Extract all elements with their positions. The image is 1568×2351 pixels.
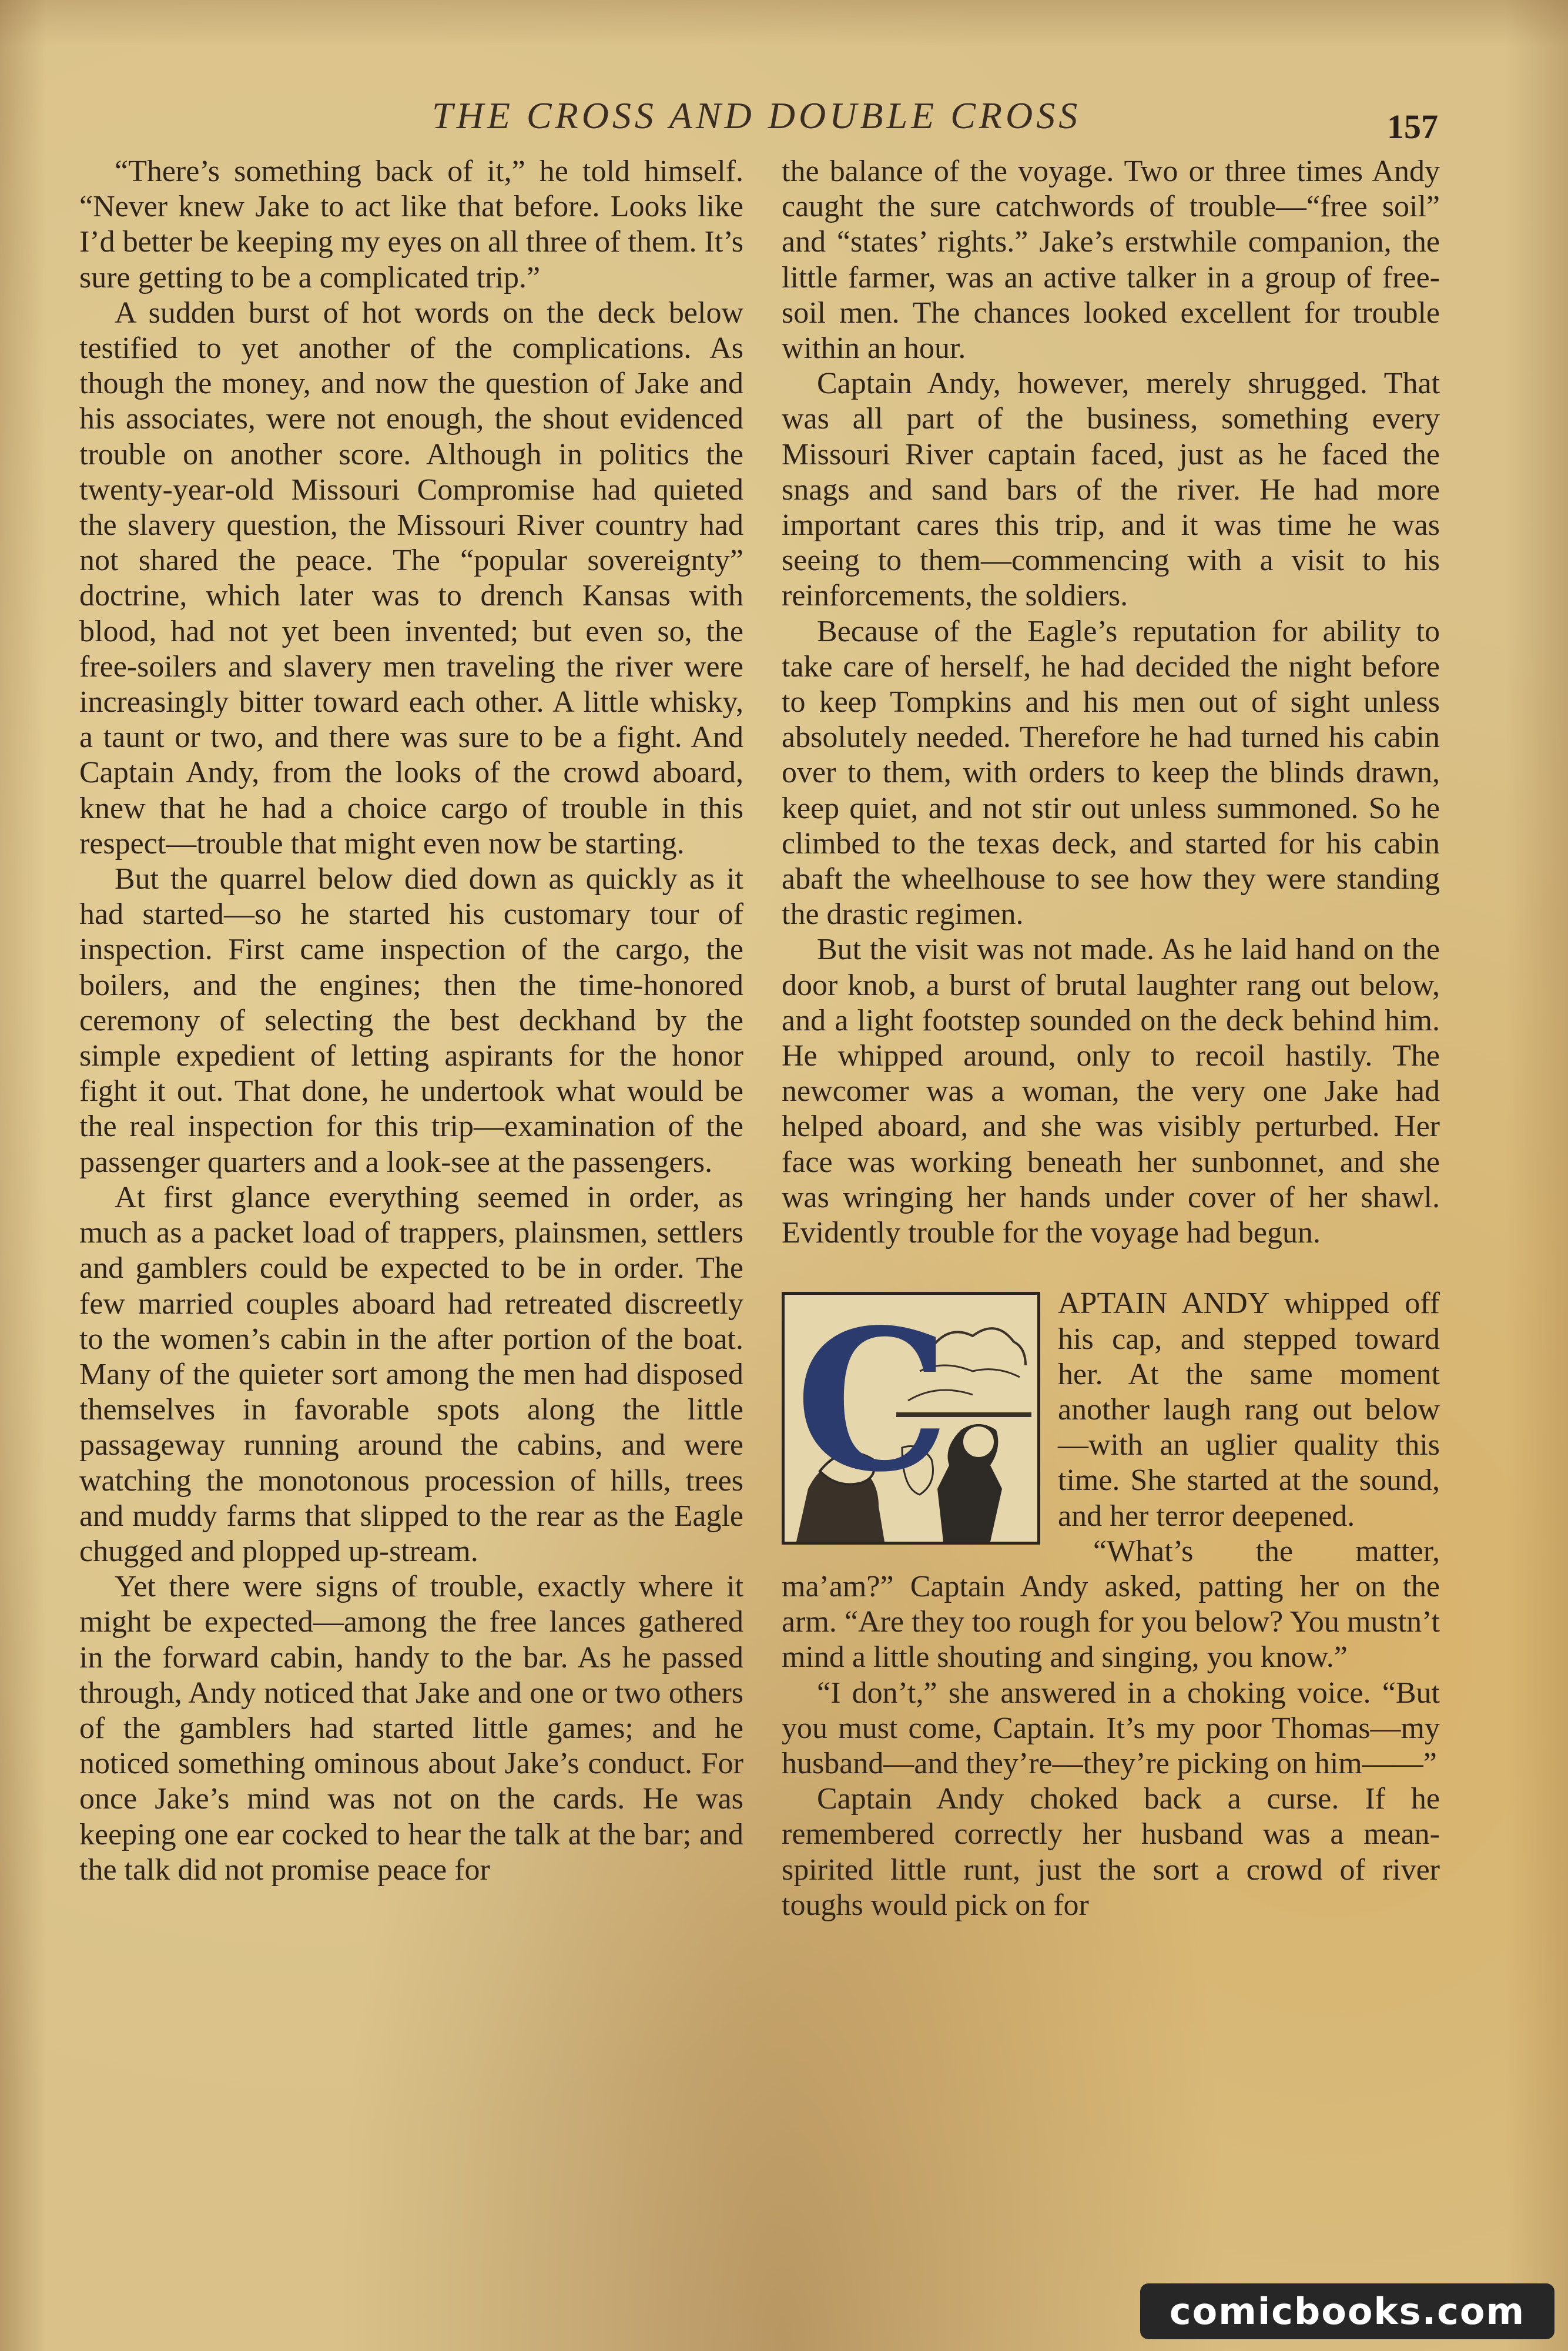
paragraph: the balance of the voyage. Two or three times Andy caught the sure catchwords of trouble—“free soil” and “states’ rights.” Jake’s erstwhile companion, the little farmer, was an active talker in a group of free-soil men. The chances looked excellent for trouble within an hour. — [782, 155, 1440, 366]
paragraph: “I don’t,” she answered in a choking voice. “But you must come, Captain. It’s my poor Thomas—my husband—and they’re—they’re picking on him——” — [782, 1676, 1440, 1780]
paragraph: Captain Andy, however, merely shrugged. That was all part of the business, something every Missouri River captain faced, just as he faced the snags and sand bars of the river. He had more important cares this trip, and it was time he was seeing to them—commencing with a visit to his reinforcements, the soldiers. — [782, 367, 1440, 613]
paragraph: Captain Andy choked back a curse. If he remembered correctly her husband was a mean-spirited little runt, just the sort a crowd of river toughs would pick on for — [782, 1782, 1440, 1922]
watermark-logo: comicbooks.com — [1140, 2283, 1554, 2339]
paragraph: But the visit was not made. As he laid hand on the door knob, a burst of brutal laughter rang out below, and a light footstep sounded on the deck behind him. He whipped around, only to recoil hastily. The newcomer was a woman, the very one Jake had helped aboard, and she was visibly perturbed. Her face was working beneath her sunbonnet, and she was wringing her hands under cover of her shawl. Evidently trouble for the voyage had begun. — [782, 933, 1440, 1250]
dropcap-paragraph: APTAIN ANDY whipped off his cap, and stepped toward her. At the same moment another laugh rang out below—with an uglier quality this time. She started at the sound, and her terror deepened. — [1058, 1287, 1440, 1533]
paragraph: Because of the Eagle’s reputation for ability to take care of herself, he had decided the night before to keep Tompkins and his men out of sight unless absolutely needed. Therefore he had turned his cabin over to them, with orders to keep the blinds drawn, keep quiet, and not stir out unless summoned. So he climbed to the texas deck, and started for his cabin abaft the wheelhouse to see how they were standing the drastic regimen. — [782, 614, 1440, 932]
paragraph: “There’s something back of it,” he told himself. “Never knew Jake to act like that before. Looks like I’d better be keeping my eyes on all three of them. It’s sure getting to be a complicated trip.” — [79, 155, 743, 294]
page-number: 157 — [1387, 108, 1438, 146]
page-header — [0, 94, 1568, 147]
dropcap-illustration — [782, 1292, 1040, 1545]
dropcap-letter: C — [795, 1292, 950, 1515]
left-column — [79, 154, 743, 1888]
paragraph: “What’s the matter, ma’am?” Captain Andy asked, patting her on the arm. “Are they too rough for you below? You mustn’t mind a little shouting and singing, you know.” — [782, 1534, 1440, 1674]
paragraph: A sudden burst of hot words on the deck below testified to yet another of the complications. As though the money, and now the question of Jake and his associates, were not enough, the shout evidenced trouble on another score. Although in politics the twenty-year-old Missouri Compromise had quieted the slavery question, the Missouri River country had not shared the peace. The “popular sovereignty” doctrine, which later was to drench Kansas with blood, had not yet been invented; but even so, the free-soilers and slavery men traveling the river were increasingly bitter toward each other. A little whisky, a taunt or two, and there was sure to be a fight. And Captain Andy, from the looks of the crowd aboard, knew that he had a choice cargo of trouble in this respect—trouble that might even now be starting. — [79, 296, 743, 860]
dropcap-section — [782, 1286, 1440, 1533]
paragraph: Yet there were signs of trouble, exactly where it might be expected—among the free lances gathered in the forward cabin, handy to the bar. As he passed through, Andy noticed that Jake and one or two others of the gamblers had started little games; and he noticed something ominous about Jake’s conduct. For once Jake’s mind was not on the cards. He was keeping one ear cocked to hear the talk at the bar; and the talk did not promise peace for — [79, 1570, 743, 1887]
paragraph: But the quarrel below died down as quickly as it had started—so he started his customary tour of inspection. First came inspection of the cargo, the boilers, and the engines; then the time-honored ceremony of selecting the best deckhand by the simple expedient of letting aspirants for the honor fight it out. That done, he undertook what would be the real inspection for this trip—examination of the passenger quarters and a look-see at the passengers. — [79, 862, 743, 1179]
paragraph: At first glance everything seemed in order, as much as a packet load of trappers, plainsmen, settlers and gamblers could be expected to be in order. The few married couples aboard had retreated discreetly to the women’s cabin in the after portion of the boat. Many of the quieter sort among the men had disposed themselves in favorable spots along the little passageway running around the cabins, and were watching the monotonous procession of hills, trees and muddy farms that slipped to the rear as the Eagle chugged and plopped up-stream. — [79, 1180, 743, 1568]
right-column — [782, 154, 1440, 1923]
running-title: THE CROSS AND DOUBLE CROSS — [432, 95, 1081, 136]
